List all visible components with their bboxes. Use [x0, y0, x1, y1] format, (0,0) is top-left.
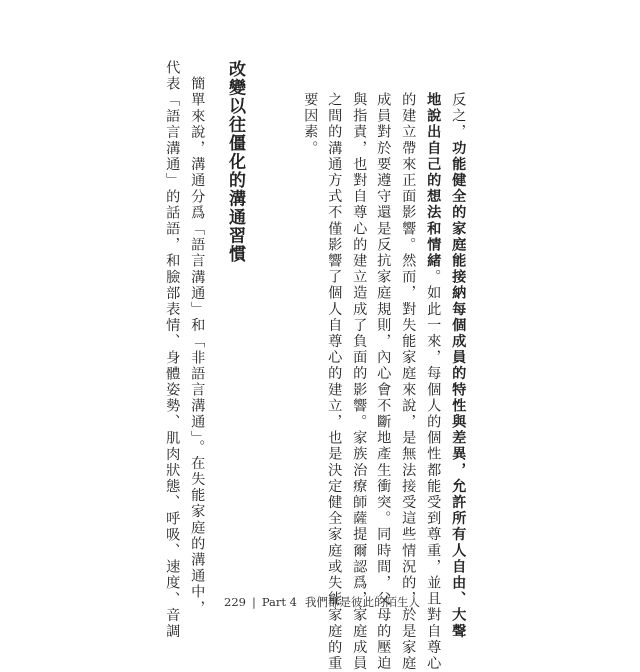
part-title: 我們都是彼此的陌生人	[305, 595, 420, 609]
text-column-2: 地說出自己的想法和情緒。如此一來，每個人的個性都能受到尊重，並且對自尊心	[425, 92, 442, 672]
text-column-7: 要因素。	[302, 92, 319, 157]
page-footer	[224, 594, 420, 610]
text-column-5: 與指責，也對自尊心的建立造成了負面的影響。家族治療師薩提爾認爲，家庭成員	[351, 92, 368, 672]
footer-separator: |	[251, 595, 256, 609]
part-label: Part 4	[261, 595, 297, 609]
text-column-6: 之間的溝通方式不僅影響了個人自尊心的建立，也是決定健全家庭或失能家庭的重	[326, 92, 343, 672]
text-column-3: 的建立帶來正面影響。然而，對失能家庭來說，是無法接受這些情況的，於是家庭	[400, 92, 417, 672]
body-column-2: 代表「語言溝通」的話語，和臉部表情、身體姿勢、肌肉狀態、呼吸、速度、音調	[164, 60, 181, 640]
text-column-1: 反之，功能健全的家庭能接納每個成員的特性與差異，允許所有人自由、大聲	[450, 92, 467, 640]
body-column-1: 簡單來說，溝通分爲「語言溝通」和「非語言溝通」。在失能家庭的溝通中，	[189, 60, 206, 617]
page-number: 229	[224, 595, 246, 609]
text-column-4: 成員對於要遵守還是反抗家庭規則，內心會不斷地產生衝突。同時間，父母的壓迫	[375, 92, 392, 672]
section-heading: 改變以往僵化的溝通習慣	[225, 60, 245, 264]
